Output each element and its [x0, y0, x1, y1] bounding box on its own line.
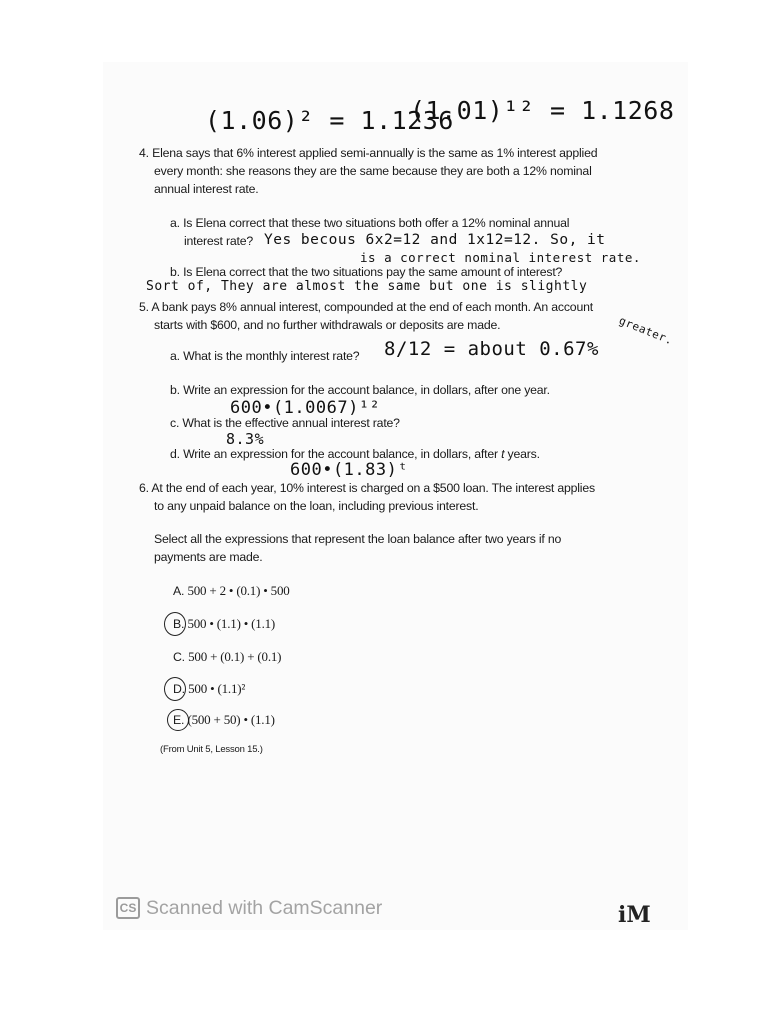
q4-stem-line2: every month: she reasons they are the same because they are both a 12% nominal [154, 164, 592, 178]
q4b-line1: b. Is Elena correct that the two situations pay the same amount of interest? [170, 265, 563, 279]
option-letter: D. [173, 682, 185, 696]
option-expression: 500 + (0.1) + (0.1) [188, 649, 282, 664]
q5b-question: b. Write an expression for the account balance, in dollars, after one year. [170, 383, 550, 397]
q4b-answer-line1: Sort of, They are almost the same but one is slightly [146, 279, 588, 294]
option-expression: (500 + 50) • (1.1) [187, 712, 275, 727]
camscanner-watermark [116, 893, 382, 923]
q5-stem-line1: 5. A bank pays 8% annual interest, compounded at the end of each month. An account [139, 300, 593, 314]
q4b-answer-line2: greater. [617, 314, 675, 348]
q6-option-a [173, 583, 290, 599]
q5d-prefix: d. Write an expression for the account balance, in dollars, after [170, 447, 502, 461]
q6-stem-line2: to any unpaid balance on the loan, including previous interest. [154, 499, 479, 513]
q6-option-b [173, 616, 275, 632]
im-brand-logo: iM [618, 902, 651, 928]
option-expression: 500 + 2 • (0.1) • 500 [187, 583, 290, 598]
handwritten-calc-right: (1.01)¹² = 1.1268 [410, 96, 675, 125]
q5a-question: a. What is the monthly interest rate? [170, 349, 360, 363]
q4a-answer-line1: Yes becous 6x2=12 and 1x12=12. So, it [264, 232, 606, 248]
q4-stem-line1: 4. Elena says that 6% interest applied semi-annually is the same as 1% interest applied [139, 146, 598, 160]
q5d-suffix: years. [504, 447, 540, 461]
q5c-question: c. What is the effective annual interest rate? [170, 416, 400, 430]
camscanner-logo-icon: CS [116, 897, 140, 919]
q6-option-d [173, 681, 245, 697]
q6-option-c [173, 649, 281, 665]
q6-stem-line1: 6. At the end of each year, 10% interest is charged on a $500 loan. The interest applies [139, 481, 595, 495]
q4a-line2: interest rate? [184, 234, 253, 248]
option-letter: A. [173, 584, 185, 598]
option-letter: B. [173, 617, 185, 631]
q5d-variable: t [501, 447, 505, 461]
option-expression: 500 • (1.1) • (1.1) [187, 616, 276, 631]
source-note: (From Unit 5, Lesson 15.) [160, 744, 263, 755]
q5a-answer: 8/12 = about 0.67% [384, 338, 599, 360]
option-letter: E. [173, 713, 185, 727]
q4a-line1: a. Is Elena correct that these two situations both offer a 12% nominal annual [170, 216, 570, 230]
option-expression: 500 • (1.1)² [188, 681, 246, 696]
handwritten-calc-left: (1.06)² = 1.1236 [205, 106, 454, 135]
q5b-answer: 600•(1.0067)¹² [230, 398, 381, 418]
q4a-answer-line2: is a correct nominal interest rate. [360, 250, 641, 265]
option-letter: C. [173, 650, 185, 664]
q5-stem-line2: starts with $600, and no further withdrawals or deposits are made. [154, 318, 501, 332]
q6-option-e [173, 712, 275, 728]
q5d-answer: 600•(1.83)ᵗ [290, 460, 409, 480]
q4-stem-line3: annual interest rate. [154, 182, 259, 196]
camscanner-text: Scanned with CamScanner [146, 896, 383, 919]
q5c-answer: 8.3% [226, 430, 265, 448]
q6-select-line2: payments are made. [154, 550, 263, 564]
q6-select-line1: Select all the expressions that represent the loan balance after two years if no [154, 532, 562, 546]
